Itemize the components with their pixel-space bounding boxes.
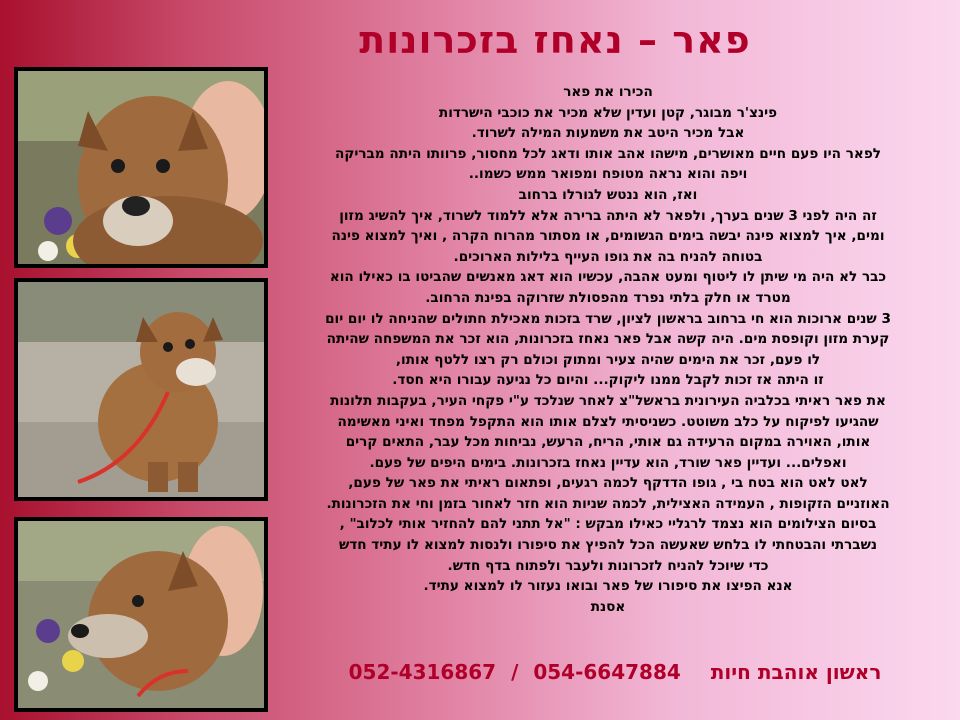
story-line: ואז, הוא ננטש לגורלו ברחוב [518, 186, 698, 203]
story-line: קערת מזון וקופסת מים. היה קשה אבל פאר נאחז בזכרונות, הוא זכר את המשפחה שהיתה [326, 331, 890, 348]
org-name: ראשון אוהבת חיות [710, 660, 882, 684]
story-signature: אסנת [590, 598, 626, 615]
story-line: האוזניים הזקופות , העמידה האצילית, לכמה שניות הוא חזר לאחור בזמן וחי את הזכרונות. [326, 495, 890, 512]
phone-separator: / [511, 660, 519, 684]
phone-number-2[interactable]: 052-4316867 [348, 660, 497, 684]
dog-photo-icon [18, 521, 264, 708]
story-text [268, 82, 948, 617]
contact-footer [320, 660, 910, 684]
story-line: אותו, האוירה במקום הרעידה גם אותי, הריח, הרעש, נביחות מכל עבר, התאים קרים [345, 434, 871, 451]
dog-photo-icon [18, 282, 264, 497]
phone-number-1[interactable]: 054-6647884 [533, 660, 681, 684]
dog-photo-2 [14, 278, 268, 501]
story-line: כבר לא היה מי שיתן לו ליטוף ומעט אהבה, עכשיו הוא דאג מאנשים שהביטו בו כאילו הוא [329, 269, 887, 286]
story-line: ויפה והוא נראה מטופח ומפואר ממש כשמו.. [468, 166, 748, 183]
story-line: מטרד או חלק בלתי נפרד מהפסולת שזרוקה בפינת הרחוב. [425, 289, 791, 306]
story-line: כדי שיוכל להניח לזכרונות ולעבר ולפתוח בדף חדש. [447, 557, 769, 574]
story-line: בסיום הצילומים הוא נצמד לרגליי כאילו מבקש : "אל תתני להם להחזיר אותי לכלוב" , [339, 516, 877, 533]
story-line: אנא הפיצו את סיפורו של פאר ובואו נעזור לו למצוא עתיד. [423, 578, 793, 595]
story-line: את פאר ראיתי בכלביה העירונית בראשל"צ לאחר שנלכד ע"י פקחי העיר, בעקבות תלונות [330, 392, 886, 409]
story-line: ומים, איך למצוא פינה יבשה בימים הגשומים, או מסתור מהרוח הקרה , ואיך למצוא פינה [331, 228, 885, 245]
story-line: לאט לאט הוא בטח בי , גופו הדדקף לכמה רגעים, ופתאום ראיתי את פאר של פעם, [348, 475, 868, 492]
story-line: פינצ'ר מבוגר, קטן ועדין שלא מכיר את כוכבי הישרדות [438, 104, 778, 121]
story-line: ואפלים... ועדיין פאר שורד, הוא עדיין נאחז בזכרונות. בימים היפים של פעם. [369, 454, 847, 471]
story-line: 3 שנים ארוכות הוא חי ברחוב בראשון לציון, שרד בזכות מאכילת חתולים שהניחה לו יום יום [325, 310, 891, 327]
story-line: בטוחה להניח בה את גופו העייף בלילות הארוכים. [453, 248, 763, 265]
story-line: זו היתה אז זכות לקבל ממנו ליקוק... והיום כל נגיעה עבורו היא חסד. [392, 372, 824, 389]
story-line: נשברתי והבטחתי לו בלחש שאעשה הכל להפיץ את סיפורו ולנסות למצוא לו עתיד חדש [338, 537, 878, 554]
dog-photo-1 [14, 67, 268, 268]
dog-photo-3 [14, 517, 268, 712]
story-line: הכירו את פאר [563, 84, 653, 100]
story-line: לו פעם, זכר את הימים שהיה צעיר ומתוק וכולם רק רצו ללטף אותו, [395, 351, 821, 368]
story-line: זה היה לפני 3 שנים בערך, ולפאר לא היתה ברירה אלא ללמוד לשרוד, איך להשיג מזון [339, 207, 877, 224]
story-line: אבל מכיר היטב את משמעות המילה לשרוד. [471, 125, 745, 142]
dog-photo-icon [18, 71, 264, 264]
story-line: שהגיעו לפיקוח על כלב משוטט. כשניסיתי לצלם אותו הוא התקפל מפחד ואיני מאשימה [337, 413, 879, 430]
story-line: לפאר היו פעם חיים מאושרים, מישהו אהב אותו ודאג לכל מחסור, פרוותו היתה מבריקה [334, 145, 881, 162]
page-title: פאר – נאחז בזכרונות [359, 18, 751, 62]
